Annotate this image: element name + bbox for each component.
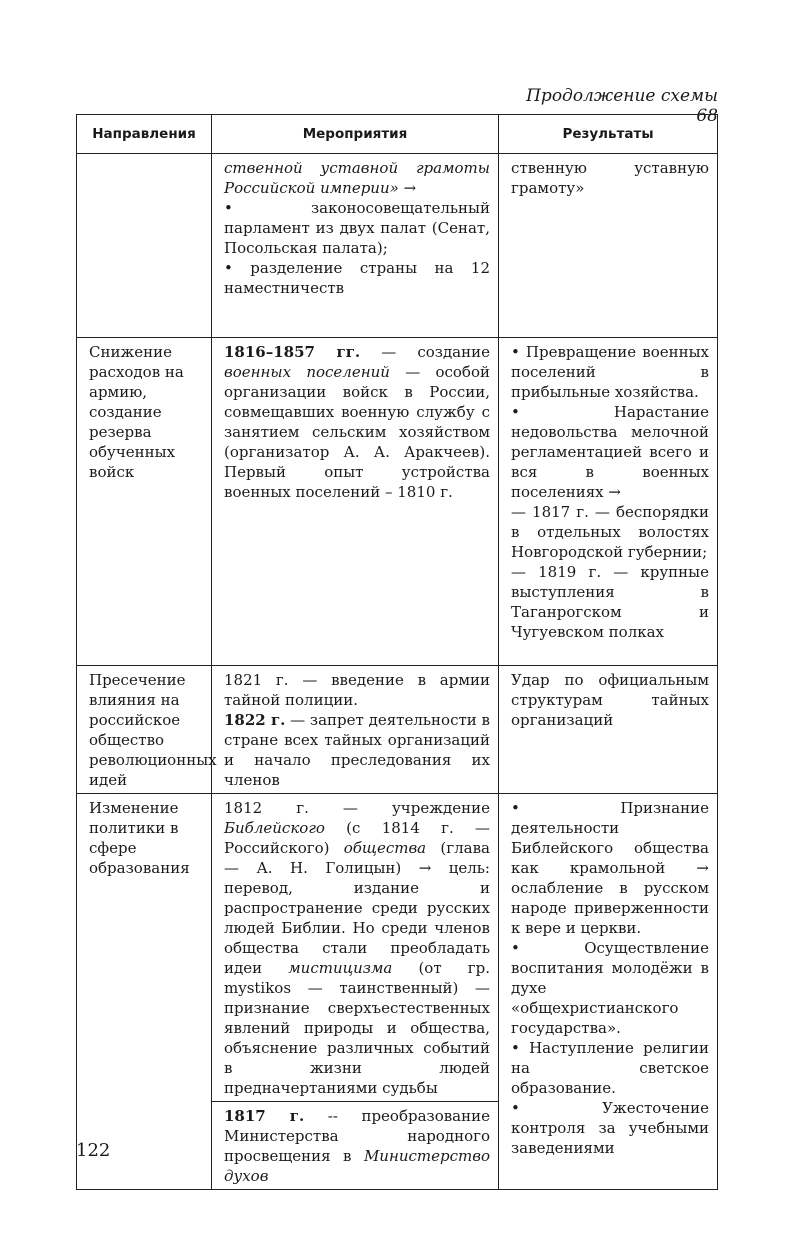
header-measures: Мероприятия — [212, 115, 499, 154]
table-row — [77, 666, 718, 794]
result-text: • Осуществление воспитания молодёжи в духе «общехристианского государства». — [511, 939, 709, 1037]
measure-text: 1812 г. — учреждение — [224, 799, 490, 817]
term-italic: военных поселений — [224, 363, 390, 381]
measures-cell — [212, 666, 499, 794]
term-italic: Министерство духов — [224, 1147, 490, 1185]
measure-text: — создание — [360, 343, 491, 361]
direction-cell: Изменение политики в сфере образования — [77, 794, 212, 1190]
measures-cell — [212, 154, 499, 338]
direction-cell — [77, 154, 212, 338]
date-bold: 1816–1857 гг. — [224, 343, 361, 361]
results-cell — [499, 794, 718, 1190]
measure-text: (с 1814 г. — Российского) — [224, 819, 490, 857]
measure-text: • законосовещательный парламент из двух палат (Сенат, Посольская палата); — [224, 199, 490, 257]
table-row — [77, 794, 718, 1190]
results-cell — [499, 338, 718, 666]
date-bold: 1822 г. — [224, 711, 286, 729]
result-text: • Признание деятельности Библейского общества как крамольной → ослабление в русском народе приверженности к вере и церкви. — [511, 799, 709, 937]
date-bold: 1817 г. — [224, 1107, 305, 1125]
measures-cell — [212, 794, 499, 1190]
header-directions: Направления — [77, 115, 212, 154]
measure-text: • разделение страны на 12 наместничеств — [224, 259, 490, 297]
result-text: • Превращение военных поселений в прибыльные хозяйства. — [511, 343, 709, 401]
table-header-row — [77, 115, 718, 154]
result-text: • Наступление религии на светское образование. — [511, 1039, 709, 1097]
result-text: • Ужесточение контроля за учебными заведениями — [511, 1099, 709, 1157]
measure-text: — запрет деятельности в стране всех тайных организаций и начало преследования их членов — [224, 711, 490, 789]
measures-cell — [212, 338, 499, 666]
measure-text: (глава — А. Н. Голицын) → цель: перевод, издание и распространение среди русских людей Библии. Но среди членов общества стали преобладать идеи — [224, 839, 490, 977]
measure-text: -- преобразование Министерства народного просвещения в — [224, 1107, 490, 1165]
direction-cell: Снижение расходов на армию, создание резерва обученных войск — [77, 338, 212, 666]
measure-text: 1821 г. — введение в армии тайной полиции. — [224, 671, 490, 709]
results-cell: Удар по официальным структурам тайных организаций — [499, 666, 718, 794]
results-cell: ственную уставную грамоту» — [499, 154, 718, 338]
scheme-table — [76, 114, 718, 1190]
result-text: • Нарастание недовольства мелочной регламентацией всего и вся в военных поселениях → — [511, 403, 709, 501]
measure-text: ственной уставной грамоты Российской империи» → — [224, 159, 490, 197]
table-row — [77, 154, 718, 338]
term-italic: мистицизма — [288, 959, 393, 977]
table-row — [77, 338, 718, 666]
page-number: 122 — [76, 1140, 111, 1161]
result-text: — 1819 г. — крупные выступления в Таганрогском и Чугуевском полках — [511, 563, 709, 641]
header-results: Результаты — [499, 115, 718, 154]
term-italic: общества — [343, 839, 427, 857]
table-caption: Продолжение схемы 68 — [526, 86, 718, 126]
term-italic: Библейского — [224, 819, 325, 837]
measure-subsection — [212, 1101, 498, 1186]
measure-text: (от гр. mystikos — таинственный) — признание сверхъестественных явлений природы и общества, объяснение различных событий в жизни людей предначертаниями судьбы — [224, 959, 490, 1097]
result-text: — 1817 г. — беспорядки в отдельных волостях Новгородской губернии; — [511, 503, 709, 561]
measure-text: — особой организации войск в России, совмещавших военную службу с занятием сельским хозяйством (организатор А. А. Аракчеев). Первый опыт устройства военных поселений – 1810 г. — [224, 363, 490, 501]
direction-cell: Пресечение влияния на российское общество революционных идей — [77, 666, 212, 794]
